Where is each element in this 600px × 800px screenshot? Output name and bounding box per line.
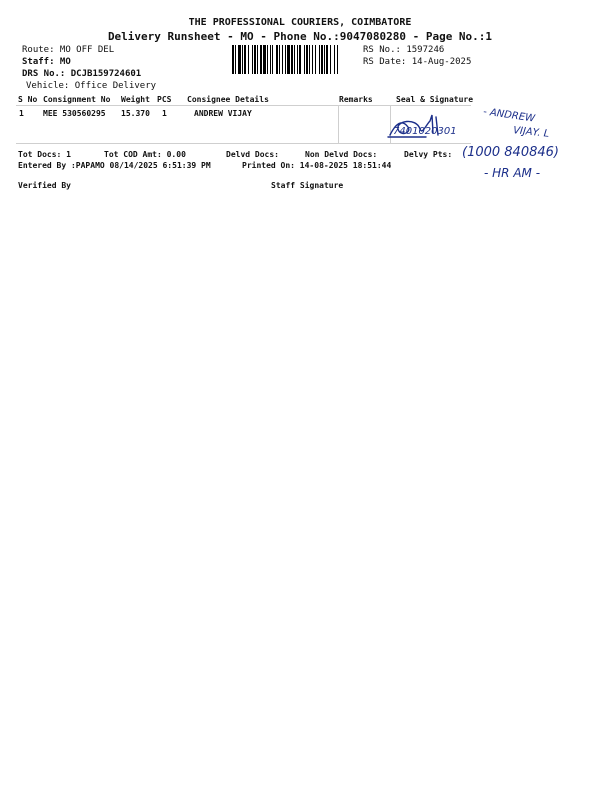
runsheet-title: Delivery Runsheet - MO - Phone No.:9047080280 - Page No.:1: [107, 30, 493, 43]
row-consignment-no: MEE 530560295: [43, 109, 106, 118]
delvd-docs: Delvd Docs:: [226, 150, 279, 159]
printed-on: Printed On: 14-08-2025 18:51:44: [242, 161, 392, 170]
row-consignee: ANDREW VIJAY: [194, 109, 252, 118]
row-pcs: 1: [162, 109, 167, 118]
table-rule-bottom: [16, 143, 471, 144]
row-weight: 15.370: [121, 109, 150, 118]
col-header-seal: Seal & Signature: [396, 95, 474, 104]
route-label: Route: MO OFF DEL: [22, 45, 115, 55]
col-header-pcs: PCS: [157, 95, 172, 104]
table-rule-remarks: [338, 105, 339, 143]
col-header-consignment: Consignment No: [43, 95, 111, 104]
drs-number: DRS No.: DCJB159724601: [22, 69, 142, 79]
vehicle-label: Vehicle: Office Delivery: [26, 81, 157, 91]
handwritten-name-1: - ANDREW: [482, 106, 536, 125]
col-header-remarks: Remarks: [339, 95, 373, 104]
col-header-consignee: Consignee Details: [187, 95, 269, 104]
company-title: THE PROFESSIONAL COURIERS, COIMBATORE: [188, 17, 412, 28]
non-delvd-docs: Non Delvd Docs:: [305, 150, 378, 159]
handwritten-role: - HR AM -: [484, 166, 541, 180]
col-header-weight: Weight: [121, 95, 150, 104]
rs-number: RS No.: 1597246: [363, 45, 445, 55]
col-header-sno: S No: [18, 95, 38, 104]
handwritten-number: 7401020301: [393, 126, 457, 137]
verified-by: Verified By: [18, 181, 71, 190]
row-sno: 1: [19, 109, 24, 118]
staff-signature: Staff Signature: [271, 181, 344, 190]
entered-by: Entered By :PAPAMO 08/14/2025 6:51:39 PM: [18, 161, 211, 170]
handwritten-name-2: VIJAY. L: [512, 125, 550, 140]
tot-cod-amt: Tot COD Amt: 0.00: [104, 150, 186, 159]
handwritten-code: (1000 840846): [462, 145, 559, 160]
table-rule-top: [16, 105, 471, 106]
rs-date: RS Date: 14-Aug-2025: [363, 57, 472, 67]
staff-label: Staff: MO: [22, 57, 71, 67]
tot-docs: Tot Docs: 1: [18, 150, 71, 159]
delvy-pts: Delvy Pts:: [404, 150, 453, 159]
barcode-image: [232, 45, 360, 74]
